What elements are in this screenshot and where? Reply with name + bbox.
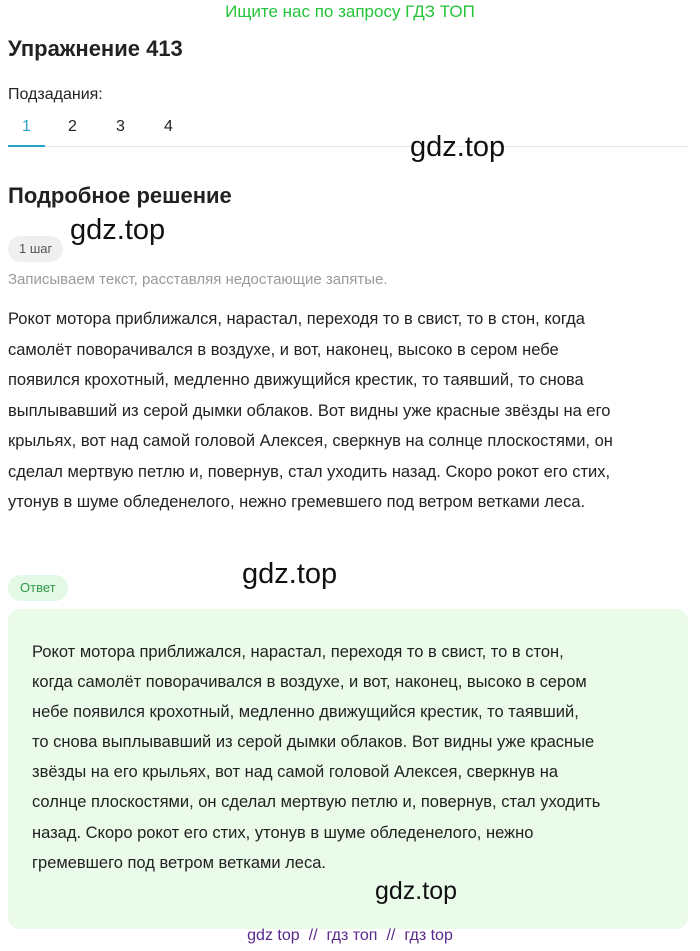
text-line: звёзды на его крыльях, вот над самой головой Алексея, сверкнув на — [32, 763, 559, 782]
footer-link[interactable]: gdz top — [247, 927, 300, 944]
text-line: гремевшего под ветром ветками леса. — [32, 853, 326, 872]
subtask-tabs — [8, 113, 688, 147]
text-line: назад. Скоро рокот его стих, утонув в шуме обледенелого, нежно — [32, 823, 534, 842]
top-banner: Ищите нас по запросу ГДЗ ТОП — [225, 2, 475, 21]
text-line: Рокот мотора приближался, нарастал, переходя то в свист, то в стон, когда — [8, 310, 585, 328]
text-line: выплывавший из серой дымки облаков. Вот видны уже красные звёзды на его — [8, 401, 611, 420]
step-instruction: Записываем текст, расставляя недостающие запятые. — [8, 271, 388, 288]
answer-badge: Ответ — [8, 575, 68, 601]
tab-subtask-1[interactable]: 1 — [8, 113, 45, 147]
text-line: самолёт поворачивался в воздухе, и вот, наконец, высоко в сером небе — [8, 340, 559, 359]
watermark: gdz.top — [375, 877, 458, 905]
solution-text — [8, 304, 692, 518]
subtasks-label: Подзадания: — [8, 86, 103, 103]
text-line: утонув в шуме обледенелого, нежно гремевшего под ветром ветками леса. — [8, 493, 586, 511]
text-line: когда самолёт поворачивался в воздухе, и вот, наконец, высоко в сером — [32, 673, 587, 692]
watermark: gdz.top — [242, 558, 338, 590]
answer-text — [32, 637, 682, 878]
footer-separator: // — [386, 927, 396, 944]
footer-link[interactable]: гдз top — [404, 927, 453, 944]
step-badge: 1 шаг — [8, 236, 63, 262]
tab-subtask-2[interactable]: 2 — [68, 118, 77, 135]
text-line: Рокот мотора приближался, нарастал, переходя то в свист, то в стон, — [32, 643, 564, 661]
watermark: gdz.top — [70, 214, 166, 246]
text-line: то снова выплывавший из серой дымки облаков. Вот видны уже красные — [32, 733, 595, 752]
tab-subtask-4[interactable]: 4 — [164, 118, 173, 135]
footer-link[interactable]: гдз топ — [326, 927, 378, 944]
solution-title: Подробное решение — [8, 183, 232, 208]
page-title: Упражнение 413 — [8, 36, 183, 61]
footer-separator: // — [308, 927, 318, 944]
watermark: gdz.top — [410, 131, 506, 163]
text-line: сделал мертвую петлю и, повернув, стал уходить назад. Скоро рокот его стих, — [8, 462, 611, 481]
text-line: появился крохотный, медленно движущийся крестик, то таявший, то снова — [8, 371, 584, 389]
text-line: крыльях, вот над самой головой Алексея, сверкнув на солнце плоскостями, он — [8, 432, 613, 450]
text-line: небе появился крохотный, медленно движущийся крестик, то таявший, — [32, 703, 579, 722]
text-line: солнце плоскостями, он сделал мертвую петлю и, повернув, стал уходить — [32, 793, 601, 812]
tab-subtask-3[interactable]: 3 — [116, 118, 125, 135]
footer-links — [0, 924, 700, 948]
